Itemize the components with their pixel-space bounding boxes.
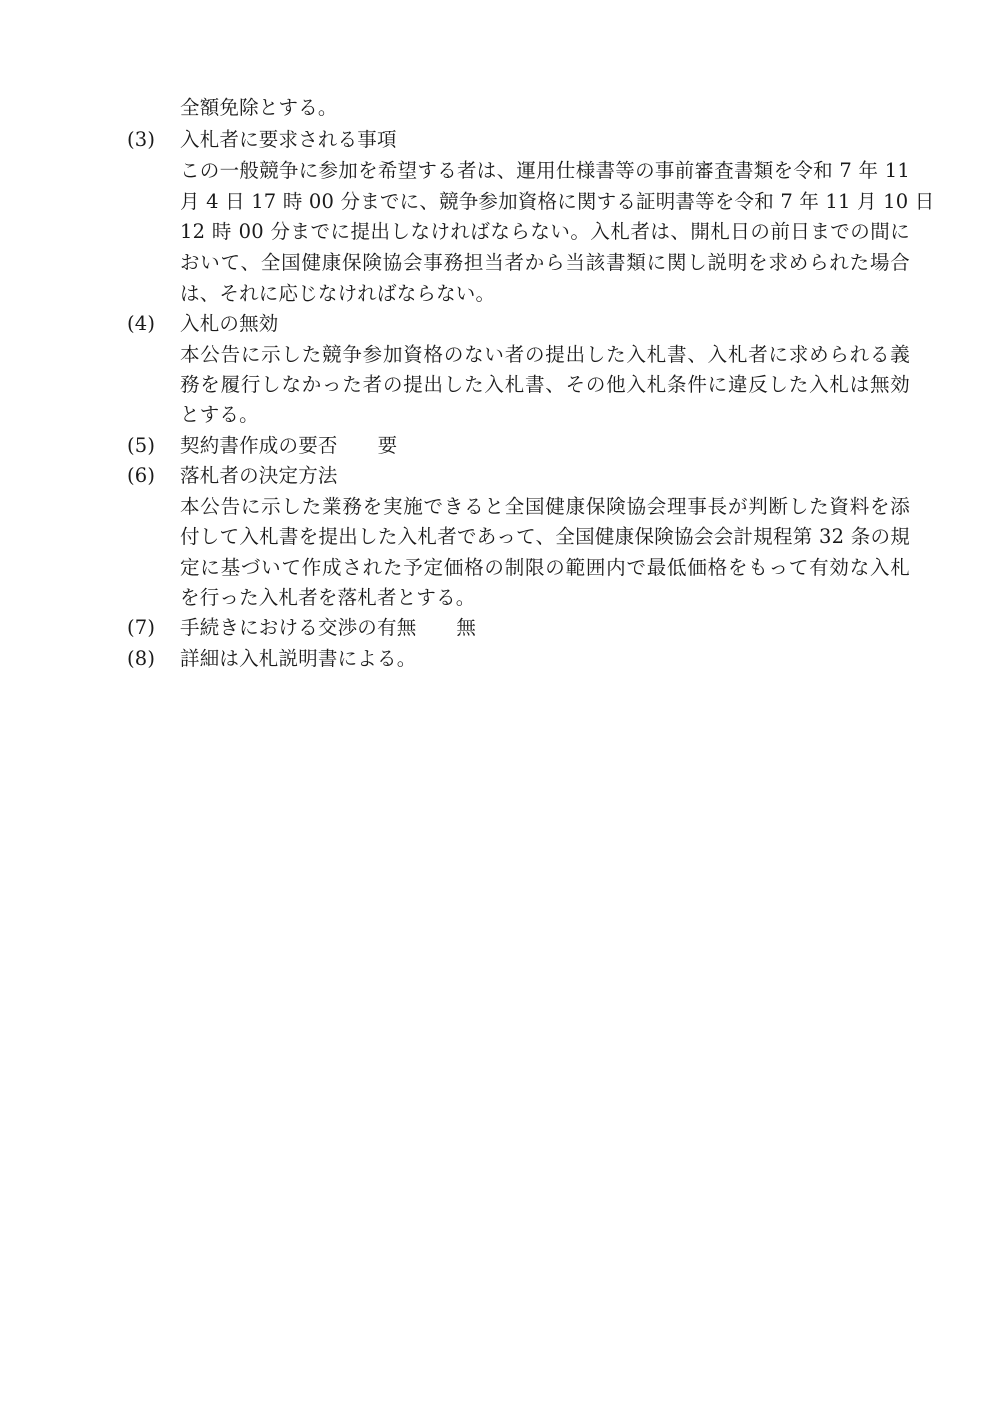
section-7-value: 無 — [456, 616, 477, 639]
section-5-value: 要 — [377, 434, 398, 457]
section-4-heading: 入札の無効 — [180, 312, 279, 335]
section-3-number: (3) — [127, 128, 156, 151]
section-7-row — [180, 613, 910, 643]
section-6-number: (6) — [127, 464, 156, 487]
section-3-line-5: は、それに応じなければならない。 — [180, 282, 496, 305]
section-3-line-4: おいて、全国健康保険協会事務担当者から当該書類に関し説明を求められた場合 — [180, 251, 910, 274]
section-6-line-3: 定に基づいて作成された予定価格の制限の範囲内で最低価格をもって有効な入札 — [180, 556, 910, 579]
section-4-line-3: とする。 — [180, 403, 259, 426]
section-6-line-1: 本公告に示した業務を実施できると全国健康保険協会理事長が判断した資料を添 — [180, 495, 910, 518]
section-4-line-2: 務を履行しなかった者の提出した入札書、その他入札条件に違反した入札は無効 — [180, 373, 910, 396]
section-5-number: (5) — [127, 434, 156, 457]
intro-line: 全額免除とする。 — [180, 96, 338, 119]
section-3-line-2: 月 4 日 17 時 00 分までに、競争参加資格に関する証明書等を令和 7 年 11 月 10 日 — [180, 190, 935, 213]
section-7-heading: 手続きにおける交渉の有無 — [180, 616, 417, 639]
section-5-heading: 契約書作成の要否 — [180, 434, 338, 457]
section-8-number: (8) — [127, 647, 156, 670]
section-6-line-4: を行った入札者を落札者とする。 — [180, 586, 476, 609]
section-4-line-1: 本公告に示した競争参加資格のない者の提出した入札書、入札者に求められる義 — [180, 343, 910, 366]
section-3-line-3: 12 時 00 分までに提出しなければならない。入札者は、開札日の前日までの間に — [180, 220, 910, 243]
section-7-number: (7) — [127, 616, 156, 639]
section-3-line-1: この一般競争に参加を希望する者は、運用仕様書等の事前審査書類を令和 7 年 11 — [180, 159, 910, 182]
section-6-heading: 落札者の決定方法 — [180, 464, 338, 487]
section-5-row — [180, 431, 910, 461]
section-6-line-2: 付して入札書を提出した入札者であって、全国健康保険協会会計規程第 32 条の規 — [180, 525, 910, 548]
section-4-number: (4) — [127, 312, 156, 335]
section-8-heading: 詳細は入札説明書による。 — [180, 647, 417, 670]
section-3-heading: 入札者に要求される事項 — [180, 128, 397, 151]
